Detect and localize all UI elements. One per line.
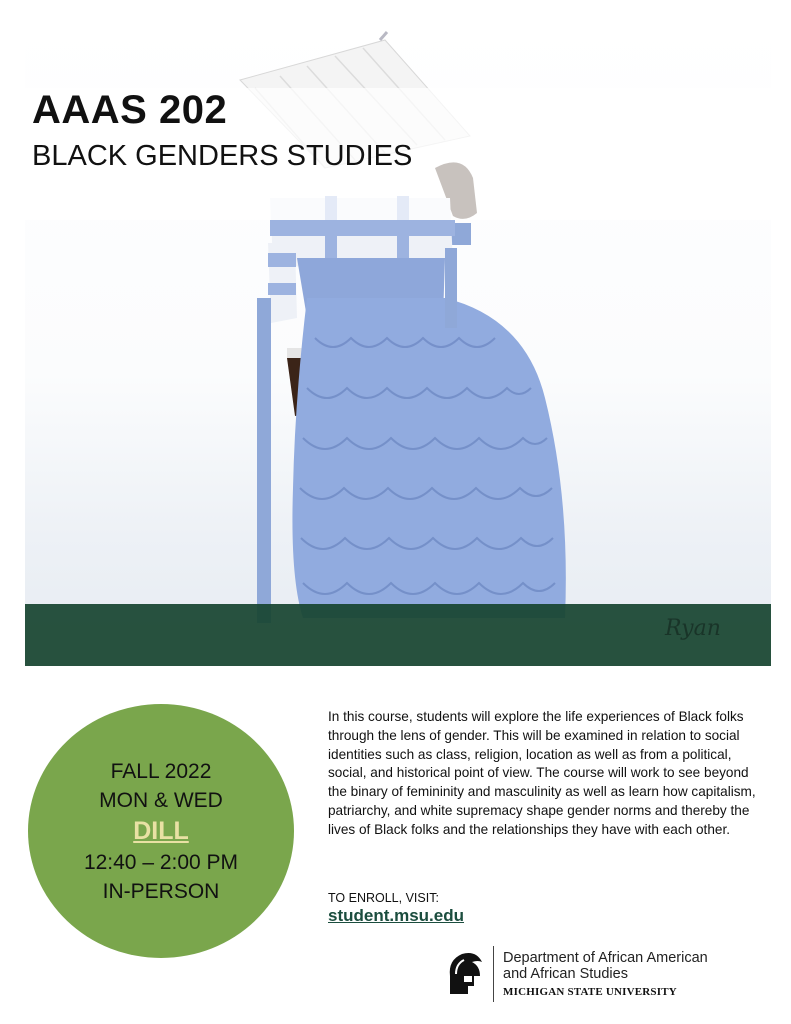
course-code: AAAS 202 bbox=[32, 88, 228, 132]
instructor-name: DILL bbox=[133, 816, 189, 845]
term-label: FALL 2022 bbox=[110, 759, 212, 783]
department-line-2: and African Studies bbox=[503, 966, 628, 982]
days-label: MON & WED bbox=[99, 788, 223, 812]
department-line-1: Department of African American bbox=[503, 950, 708, 966]
enroll-link[interactable]: student.msu.edu bbox=[328, 906, 465, 925]
schedule-circle bbox=[28, 704, 294, 958]
artist-signature: Ryan bbox=[665, 616, 721, 641]
mode-label: IN-PERSON bbox=[102, 879, 220, 903]
green-banner bbox=[25, 604, 771, 666]
time-label: 12:40 – 2:00 PM bbox=[83, 850, 239, 874]
footer-divider bbox=[493, 946, 494, 1002]
course-name: BLACK GENDERS STUDIES bbox=[32, 140, 413, 172]
enroll-label: TO ENROLL, VISIT: bbox=[328, 891, 439, 905]
course-description: In this course, students will explore the life experiences of Black folks through the lens of gender. This will be examined in relation to social identities such as class, religion, location as well as from a political, social, and historical point of view. The course will work to see beyond the binary of femininity and masculinity as well as learn how capitalism, patriarchy, and white supremacy shape gender norms and thereby the lives of Black folks and the relationships they have with each other. bbox=[328, 709, 756, 837]
university-name: MICHIGAN STATE UNIVERSITY bbox=[503, 986, 677, 998]
department-name bbox=[503, 950, 708, 982]
spartan-helmet-icon bbox=[442, 950, 486, 998]
